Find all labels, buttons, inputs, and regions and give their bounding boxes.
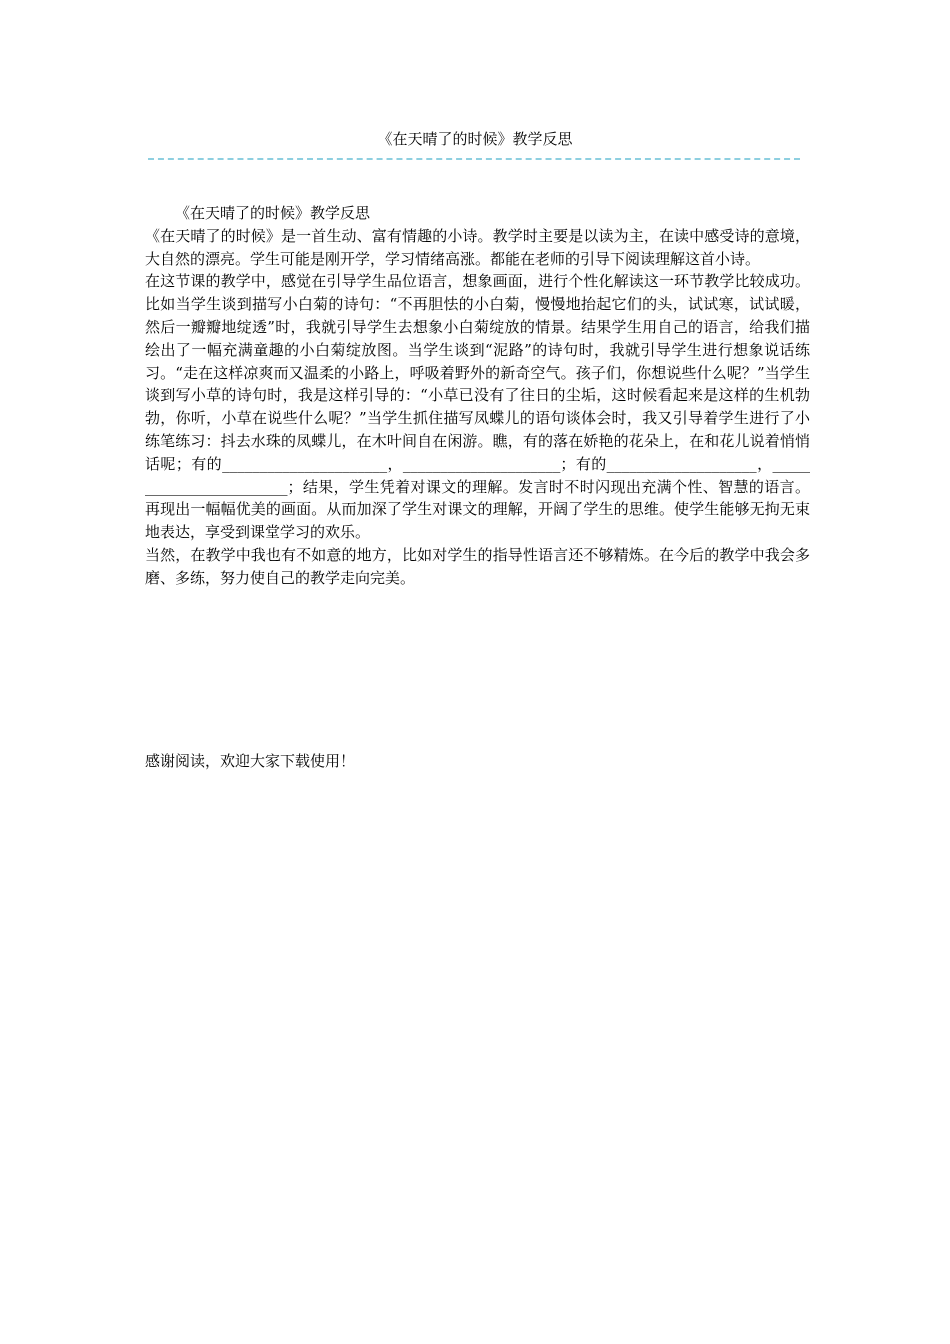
page-title: 《在天晴了的时候》教学反思 (377, 130, 573, 148)
article-heading: 《在天晴了的时候》教学反思 (175, 204, 371, 222)
paragraph-reflection: 当然，在教学中我也有不如意的地方，比如对学生的指导性语言还不够精炼。在今后的教学中我会多磨、多练，努力使自己的教学走向完美。 (145, 545, 810, 587)
paragraph-intro: 《在天晴了的时候》是一首生动、富有情趣的小诗。教学时主要是以读为主，在读中感受诗的意境，大自然的漂亮。学生可能是刚开学，学习情绪高涨。都能在老师的引导下阅读理解这首小诗。 (145, 226, 810, 268)
paragraph-teaching-process: 在这节课的教学中，感觉在引导学生品位语言，想象画面，进行个性化解读这一环节教学比较成功。比如当学生谈到描写小白菊的诗句：“不再胆怯的小白菊，慢慢地抬起它们的头，试试寒，试试暖，然后一瓣瓣地绽透”时，我就引导学生去想象小白菊绽放的情景。结果学生用自己的语言，给我们描绘出了一幅充满童趣的小白菊绽放图。当学生谈到“泥路”的诗句时，我就引导学生进行想象说话练习。“走在这样凉爽而又温柔的小路上，呼吸着野外的新奇空气。孩子们，你想说些什么呢？”当学生谈到写小草的诗句时，我是这样引导的：“小草已没有了往日的尘垢，这时候看起来是这样的生机勃勃，你听，小草在说些什么呢？”当学生抓住描写凤蝶儿的语句谈体会时，我又引导着学生进行了小练笔练习：抖去水珠的凤蝶儿，在木叶间自在闲游。瞧，有的落在娇艳的花朵上，在和花儿说着悄悄话呢；有的______________________，_____________________；有的____________________，________________________；结果，学生凭着对课文的理解。发言时不时闪现出充满个性、智慧的语言。再现出一幅幅优美的画面。从而加深了学生对课文的理解，开阔了学生的思维。使学生能够无拘无束地表达，享受到课堂学习的欢乐。 (145, 272, 810, 542)
footer-note: 感谢阅读，欢迎大家下载使用！ (145, 752, 356, 770)
title-divider (148, 158, 800, 160)
article-body (145, 202, 810, 590)
